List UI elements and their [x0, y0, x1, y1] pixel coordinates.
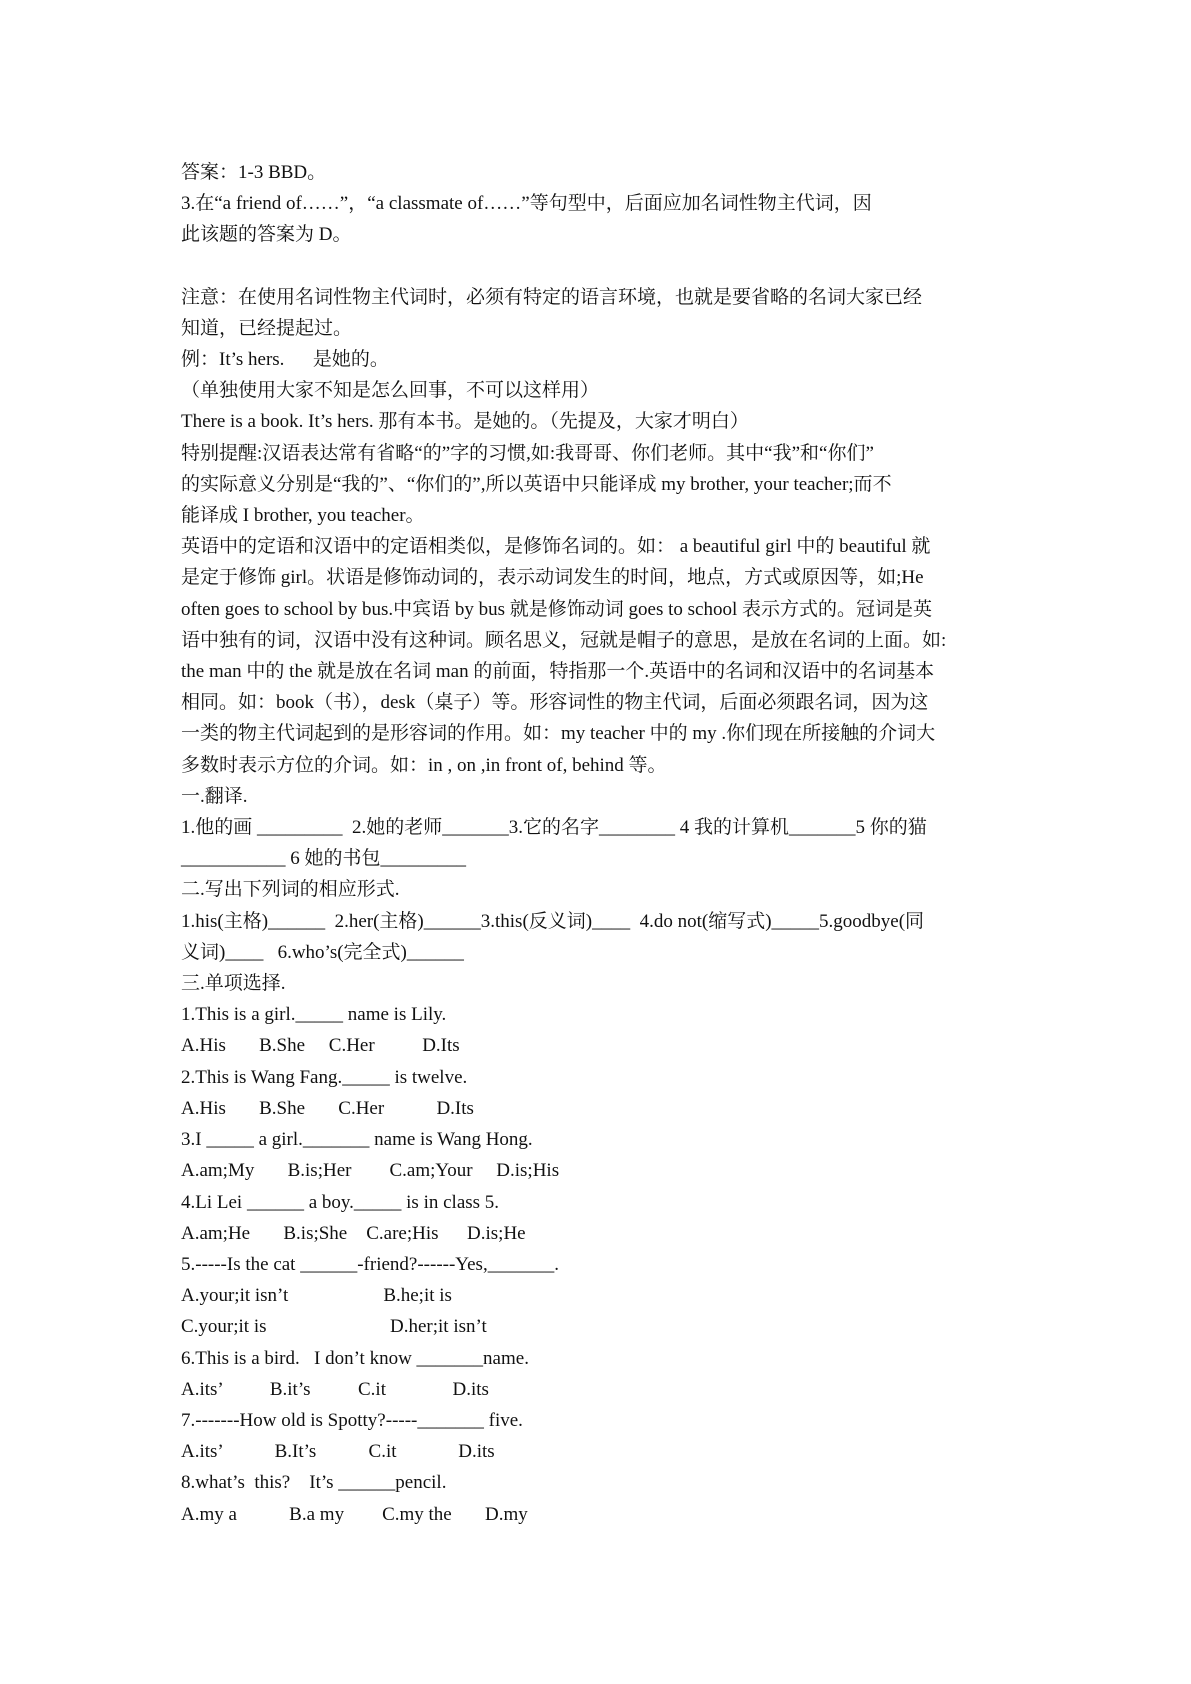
- exercise-line: 1.his(主格)______ 2.her(主格)______3.this(反义词)____ 4.do not(缩写式)_____5.goodbye(同: [181, 910, 925, 932]
- grammar-line: 是定于修饰 girl。状语是修饰动词的，表示动词发生的时间，地点，方式或原因等，如;He: [181, 567, 924, 589]
- note-line: 知道，已经提起过。: [181, 317, 353, 339]
- example-note-line: （单独使用大家不知是怎么回事，不可以这样用）: [181, 380, 600, 402]
- reminder-line: 特别提醒:汉语表达常有省略“的”字的习惯,如:我哥哥、你们老师。其中“我”和“你们”: [181, 442, 874, 464]
- section-heading: 三.单项选择.: [181, 973, 286, 995]
- example2-line: There is a book. It’s hers. 那有本书。是她的。（先提及，大家才明白）: [181, 411, 749, 433]
- explanation-line: 3.在“a friend of……”，“a classmate of……”等句型中，后面应加名词性物主代词，因: [181, 193, 872, 215]
- example-line: 例：It’s hers. 是她的。: [181, 349, 389, 371]
- note-line: 注意：在使用名词性物主代词时，必须有特定的语言环境，也就是要省略的名词大家已经: [181, 286, 923, 308]
- options-line: C.your;it is D.her;it isn’t: [181, 1316, 487, 1338]
- question-line: 5.-----Is the cat ______-friend?------Yes,_______.: [181, 1253, 559, 1275]
- reminder-line: 的实际意义分别是“我的”、“你们的”,所以英语中只能译成 my brother, your teacher;而不: [181, 473, 892, 495]
- grammar-line: 英语中的定语和汉语中的定语相类似，是修饰名词的。如： a beautiful girl 中的 beautiful 就: [181, 536, 931, 558]
- options-line: A.His B.She C.Her D.Its: [181, 1035, 460, 1057]
- options-line: A.am;My B.is;Her C.am;Your D.is;His: [181, 1160, 560, 1182]
- question-line: 3.I _____ a girl._______ name is Wang Hong.: [181, 1129, 533, 1151]
- grammar-block: [181, 531, 1013, 781]
- options-line: A.its’ B.it’s C.it D.its: [181, 1378, 489, 1400]
- answer-block: [181, 157, 1013, 251]
- section-word-forms: [181, 874, 1013, 968]
- exercise-line: 义词)____ 6.who’s(完全式)______: [181, 941, 464, 963]
- explanation-line: 此该题的答案为 D。: [181, 224, 352, 246]
- section-heading: 二.写出下列词的相应形式.: [181, 879, 400, 901]
- section-translation: [181, 781, 1013, 875]
- reminder-line: 能译成 I brother, you teacher。: [181, 505, 425, 527]
- grammar-line: 多数时表示方位的介词。如：in , on ,in front of, behind 等。: [181, 754, 667, 776]
- exercise-line: ___________ 6 她的书包_________: [181, 848, 467, 870]
- exercise-line: 1.他的画 _________ 2.她的老师_______3.它的名字________ 4 我的计算机_______5 你的猫: [181, 817, 927, 839]
- question-line: 2.This is Wang Fang._____ is twelve.: [181, 1066, 468, 1088]
- answer-line: 答案：1-3 BBD。: [181, 162, 327, 183]
- question-line: 8.what’s this? It’s ______pencil.: [181, 1472, 447, 1494]
- question-line: 6.This is a bird. I don’t know _______name.: [181, 1347, 529, 1369]
- document-page: [181, 157, 1013, 1530]
- options-line: A.my a B.a my C.my the D.my: [181, 1503, 528, 1525]
- spacer: [181, 251, 1013, 282]
- grammar-line: the man 中的 the 就是放在名词 man 的前面，特指那一个.英语中的名词和汉语中的名词基本: [181, 661, 935, 683]
- section-heading: 一.翻译.: [181, 785, 248, 807]
- grammar-line: often goes to school by bus.中宾语 by bus 就是修饰动词 goes to school 表示方式的。冠词是英: [181, 598, 933, 620]
- note-block: [181, 282, 1013, 532]
- options-line: A.its’ B.It’s C.it D.its: [181, 1441, 495, 1463]
- grammar-line: 一类的物主代词起到的是形容词的作用。如：my teacher 中的 my .你们现在所接触的介词大: [181, 723, 936, 745]
- question-line: 4.Li Lei ______ a boy._____ is in class 5.: [181, 1191, 500, 1213]
- grammar-line: 语中独有的词，汉语中没有这种词。顾名思义，冠就是帽子的意思，是放在名词的上面。如:: [181, 629, 947, 651]
- options-line: A.your;it isn’t B.he;it is: [181, 1285, 452, 1307]
- options-line: A.His B.She C.Her D.Its: [181, 1097, 474, 1119]
- question-line: 7.-------How old is Spotty?-----_______ five.: [181, 1409, 523, 1431]
- question-line: 1.This is a girl._____ name is Lily.: [181, 1004, 447, 1026]
- options-line: A.am;He B.is;She C.are;His D.is;He: [181, 1222, 526, 1244]
- grammar-line: 相同。如：book（书），desk（桌子）等。形容词性的物主代词，后面必须跟名词，因为这: [181, 692, 929, 714]
- section-multiple-choice: [181, 968, 1013, 1530]
